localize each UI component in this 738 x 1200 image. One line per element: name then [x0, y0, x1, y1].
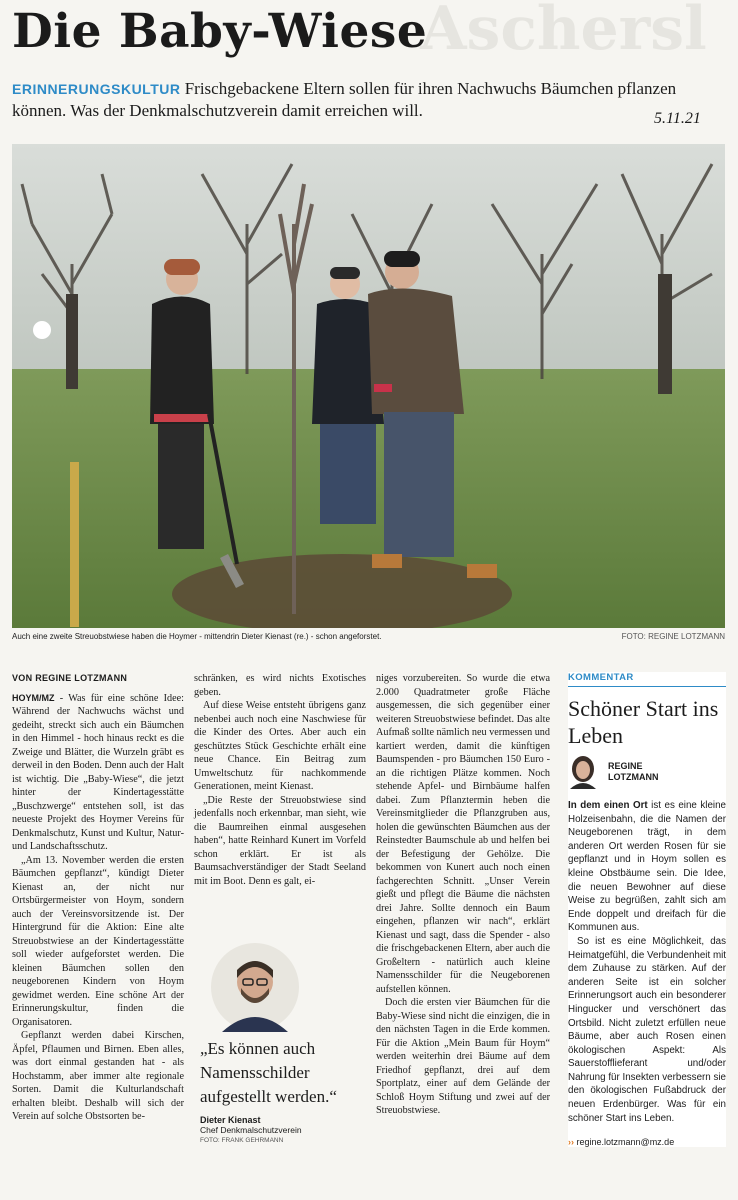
commentary-box — [568, 672, 726, 1147]
kicker: ERINNERUNGSKULTUR — [12, 81, 181, 97]
handwritten-date: 5.11.21 — [654, 110, 701, 127]
paragraph: So ist es eine Möglichkeit, das Heimatgefühl, die Verbundenheit mit dem Zuhause zu stärken. Auf der anderen Seite ist ein solcher Erinnerungsort auch ein besonderer Hingucker und verschönert das Ortsbild. Nicht zuletzt erfüllen neue Bäume, aber auch Rosen einen ökologischen Aspekt: Als Sauerstofflieferant und/oder Nahrung für Insekten verbessern sie den ökologischen Fußabdruck der neuen Erdenbürger. Was für ein schöner Start ins Leben. — [568, 935, 726, 1124]
photo-credit: FOTO: REGINE LOTZMANN — [621, 632, 725, 641]
arrow-icon: ›› — [568, 1137, 574, 1148]
commentary-text — [568, 799, 726, 1125]
headline: Die Baby-Wiese — [12, 4, 428, 59]
byline: VON REGINE LOTZMANN — [12, 673, 128, 683]
quote-photo-credit: FOTO: FRANK GEHRMANN — [200, 1137, 284, 1144]
paragraph: Auf diese Weise entsteht übrigens ganz nebenbei auch noch eine Naschwiese für die Kinder des Ortes. Aber auch ein geschütztes Stück Geschichte erhält eine neue Chance. Ein Beitrag zum Umweltschutz für nachkommende Generationen, meint Kienast. — [194, 700, 366, 792]
subheading-block — [12, 78, 712, 122]
subheading: Frischgebackene Eltern sollen für ihren Nachwuchs Bäumchen pflanzen können. Was der Denkmalschutzverein damit erreichen will. — [12, 79, 677, 120]
commentary-headline: Schöner Start ins Leben — [568, 696, 719, 748]
dateline: HOYM/MZ — [12, 692, 55, 703]
photo-caption: Auch eine zweite Streuobstwiese haben die Hoymer - mittendrin Dieter Kienast (re.) - schon angeforstet. — [12, 632, 382, 641]
article-column-2 — [194, 672, 366, 888]
photo-caption-row — [12, 632, 725, 641]
commentary-email[interactable]: regine.lotzmann@mz.de — [576, 1137, 675, 1148]
paragraph — [12, 692, 184, 854]
quote-name: Dieter Kienast — [200, 1115, 261, 1125]
commentary-email-row — [568, 1137, 726, 1147]
paragraph: Gepflanzt werden dabei Kirschen, Äpfel, Pflaumen und Birnen. Eben alles, was dort einmal gestanden hat - als Hochstamm, aber immer alte regionale Sorten. Damit die Kulturlandschaft erhalten bleibt. Deshalb will sich der Verein auf solche Obstsorten be- — [12, 1030, 184, 1122]
author-last-name: LOTZMANN — [608, 772, 659, 782]
ghost-headline-bleedthrough: Aschersl — [420, 0, 707, 64]
paragraph: niges vorzubereiten. So wurde die etwa 2.000 Quadratmeter große Fläche ausgemessen, die sich gegenüber einer weiteren Streuobstwiese befindet. Das alte Aufmaß sollte nämlich neu vermessen und kartiert werden, damit die künftigen Baumspenden - pro Bäumchen 150 Euro - an die richtigen Plätze kommen. Noch stehende Apfel- und Birnbäume halfen dabei. Zum Pflanztermin heben die Vereinsmitglieder die Pflanzgruben aus, holen die gewünschten Bäumchen aus der Reinstedter Baumschule ab und helfen bei der Befestigung der Gehölze. Die bekommen von Kunert auch noch einen fachgerechten Schnitt. „Unser Verein gießt und pflegt die Bäume die nächsten drei Jahre. Sollte dennoch ein Baum eingehen, pflanzen wir nach“, erklärt Kienast und sagt, dass die Spender - also die frischgebackenen Eltern, aber auch die Großeltern - natürlich auch kleine Namensschilder für die Neugeborenen aufstellen können. — [376, 673, 550, 995]
paragraph-text: - Was für eine schöne Idee: Während der Nachwuchs wächst und gedeiht, streckt sich auch ein Bäumchen in den Himmel - hoch hinaus reckt es die Zweige und Blätter, die Wurzeln gräbt es derweil in den Boden. Denn auch der Halt ist wichtig. Die „Baby-Wiese“, die jetzt hinter der Kindertagesstätte „Buschzwerge“ entstehen soll, ist das neueste Projekt des Hoymer Vereins für Denkmalschutz, Kunst und Kultur, Natur- und Landschaftsschutz. — [12, 692, 184, 852]
pull-quote: „Es können auch Namensschilder aufgestellt werden.“ — [200, 1039, 337, 1106]
portrait-photo — [210, 942, 300, 1032]
article-column-1 — [12, 672, 184, 1124]
paragraph-text: ist es eine kleine Holzeisenbahn, die die Namen der Neugeborenen trägt, in dem anderen Ort werden Rosen für sie gepflanzt und in Hoym sollen es kleine Obstbäume sein. Die Idee, die neuen Bewohner auf diese Weise zu begrüßen, zahlt sich am Ende doppelt und dreifach für die Kommunen aus. — [568, 800, 726, 934]
author-first-name: REGINE — [608, 761, 643, 771]
article-column-3 — [376, 672, 550, 1118]
commentary-kicker: KOMMENTAR — [568, 672, 726, 687]
pull-quote-box — [200, 942, 368, 1144]
paragraph — [568, 799, 726, 935]
article-photo — [12, 144, 725, 628]
quote-role: Chef Denkmalschutzverein — [200, 1125, 302, 1135]
paragraph: „Die Reste der Streuobstwiese sind jedenfalls noch erkennbar, man sieht, wie die Baumreihen einmal ausgesehen haben“, hatte Reinhard Kunert im Vorfeld schon erklärt. Er ist als Baumsachverständiger der Stadt Seeland mit im Boot. Denn es galt, ei- — [194, 794, 366, 887]
commentary-author — [568, 755, 726, 789]
author-avatar — [568, 755, 598, 789]
commentary-lead: In dem einen Ort — [568, 800, 648, 811]
paragraph: Doch die ersten vier Bäumchen für die Baby-Wiese sind nicht die einzigen, die in den nächsten Tagen in die Erde kommen. Für die Aktion „Mein Baum für Hoym“ werden weiterhin drei Bäume auf dem Friedhof gepflanzt, drei auf dem Sportplatz, einer auf dem Gelände der Schloß Hoym Stiftung und zwei auf der Streuobstwiese. — [376, 997, 550, 1116]
paragraph: schränken, es wird nichts Exotisches geben. — [194, 673, 366, 698]
photo-illustration — [12, 144, 725, 628]
paragraph: „Am 13. November werden die ersten Bäumchen gepflanzt“, kündigt Dieter Kienast an, der nicht nur Ortsbürgermeister von Hoym, sondern auch der Vereinsvorsitzende ist. Der Hintergrund für die Aktion: Eine alte Streuobstwiese an der Kindertagesstätte soll wieder aufgeforstet werden. Die kleinen Bäumchen sollen den neugeborenen Kindern von Hoym gewidmet werden. Eine schöne Art der Erinnerungskultur, finden die Organisatoren. — [12, 854, 184, 1028]
